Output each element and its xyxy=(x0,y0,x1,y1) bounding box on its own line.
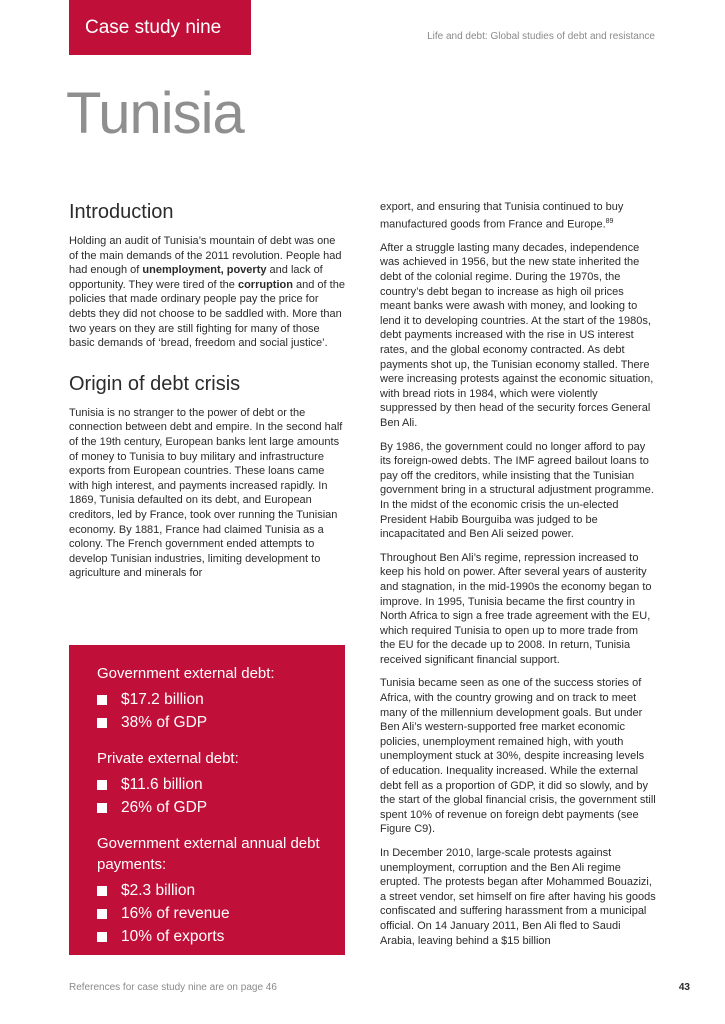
right-paragraph-4: Throughout Ben Ali’s regime, repression increased to keep his hold on power. After several years of austerity and stagnation, in the mid-1990s the economy began to improve. In 1995, Tunisia became the first country in North Africa to sign a free trade agreement with the EU, which required Tunisia to open up to more trade from the EU for the decade up to 2008. In return, Tunisia received significant financial support. xyxy=(380,551,652,666)
footer-reference-note: References for case study nine are on page 46 xyxy=(69,982,277,993)
square-bullet-icon xyxy=(97,909,107,919)
payments-list xyxy=(97,879,325,948)
left-column xyxy=(69,200,345,590)
list-item: 26% of GDP xyxy=(97,796,325,819)
running-header: Life and debt: Global studies of debt and resistance xyxy=(427,31,655,42)
list-item: $17.2 billion xyxy=(97,688,325,711)
square-bullet-icon xyxy=(97,695,107,705)
right-paragraph-1: export, and ensuring that Tunisia continued to buy manufactured goods from France and Europe.$^{89}$ xyxy=(380,201,624,231)
right-column xyxy=(380,200,656,957)
introduction-heading: Introduction xyxy=(69,201,174,223)
origin-paragraph: Tunisia is no stranger to the power of debt or the connection between debt and empire. In the second half of the 19th century, European banks lent large amounts of money to Tunisia to buy military and infrastructure exports from European countries. These loans came with high interest, and payments increased rapidly. In 1869, Tunisia defaulted on its debt, and European creditors, led by France, took over running the Tunisian economy. By 1881, France had claimed Tunisia as a colony. The French government ended attempts to develop Tunisian industries, limiting development to agriculture and minerals for xyxy=(69,406,343,580)
gov-debt-heading: Government external debt: xyxy=(97,665,275,682)
right-paragraph-2: After a struggle lasting many decades, independence was achieved in 1956, but the new state inherited the debt of the colonial regime. During the 1970s, the country’s debt began to increase as high oil prices meant banks were awash with money, and looking to lend it to developing countries. At the start of the 1980s, debt payments increased with the rise in US interest rates, and the global economy contracted. As debt payments shot up, the Tunisian economy stalled. There were increasing protests against the economic situation, with bread riots in 1984, which were violently suppressed by then head of the security forces General Ben Ali. xyxy=(380,241,654,429)
right-paragraph-3: By 1986, the government could no longer afford to pay its foreign-owed debts. The IMF agreed bailout loans to pay off the creditors, while insisting that the Tunisian government bring in a structural adjustment programme. In the midst of the economic crisis the un-elected President Habib Bourguiba was judged to be incapacitated and Ben Ali seized power. xyxy=(380,440,654,541)
private-debt-heading: Private external debt: xyxy=(97,750,239,767)
list-item: $2.3 billion xyxy=(97,879,325,902)
gov-debt-list xyxy=(97,688,325,734)
square-bullet-icon xyxy=(97,803,107,813)
list-item: 10% of exports xyxy=(97,925,325,948)
square-bullet-icon xyxy=(97,932,107,942)
private-debt-list xyxy=(97,773,325,819)
right-paragraph-6: In December 2010, large-scale protests against unemployment, corruption and the Ben Ali regime erupted. The protests began after Mohammed Bouazizi, a street vendor, set himself on fire after having his goods confiscated and suffering harassment from a municipal official. On 14 January 2011, Ben Ali fled to Saudi Arabia, leaving behind a $15 billion xyxy=(380,847,656,947)
footnote-ref: 89 xyxy=(605,217,614,225)
square-bullet-icon xyxy=(97,718,107,728)
page-title: Tunisia xyxy=(66,81,244,146)
case-study-label: Case study nine xyxy=(85,17,222,38)
square-bullet-icon xyxy=(97,886,107,896)
square-bullet-icon xyxy=(97,780,107,790)
right-paragraph-5: Tunisia became seen as one of the success stories of Africa, with the country growing and on track to meet many of the millennium development goals. But under Ben Ali’s western-supported free market economic policies, unemployment remained high, with youth unemployment stuck at 30%, despite increasing levels of education. Inequality increased. While the external debt fell as a proportion of GDP, it did so slowly, and by the start of the global financial crisis, the government still spent 10% of revenue on foreign debt payments (see Figure C9). xyxy=(380,677,656,836)
keyword-unemployment-poverty: unemployment, poverty xyxy=(142,264,267,277)
list-item: $11.6 billion xyxy=(97,773,325,796)
list-item: 38% of GDP xyxy=(97,711,325,734)
debt-stats-box xyxy=(69,645,345,955)
case-study-tab xyxy=(69,0,251,55)
introduction-paragraph: Holding an audit of Tunisia’s mountain of debt was one of the main demands of the 2011 revolution. People had had enough of unemployment, poverty and lack of opportunity. They were tired of the corruption and of the policies that made ordinary people pay the price for debts they did not choose to be saddled with. More than two years on they are still fighting for many of those basic demands of ‘bread, freedom and social justice’. xyxy=(69,235,345,350)
list-item: 16% of revenue xyxy=(97,902,325,925)
origin-heading: Origin of debt crisis xyxy=(69,372,241,395)
page-number: 43 xyxy=(678,982,690,993)
keyword-corruption: corruption xyxy=(237,278,293,291)
payments-heading: Government external annual debt payments: xyxy=(97,835,320,873)
